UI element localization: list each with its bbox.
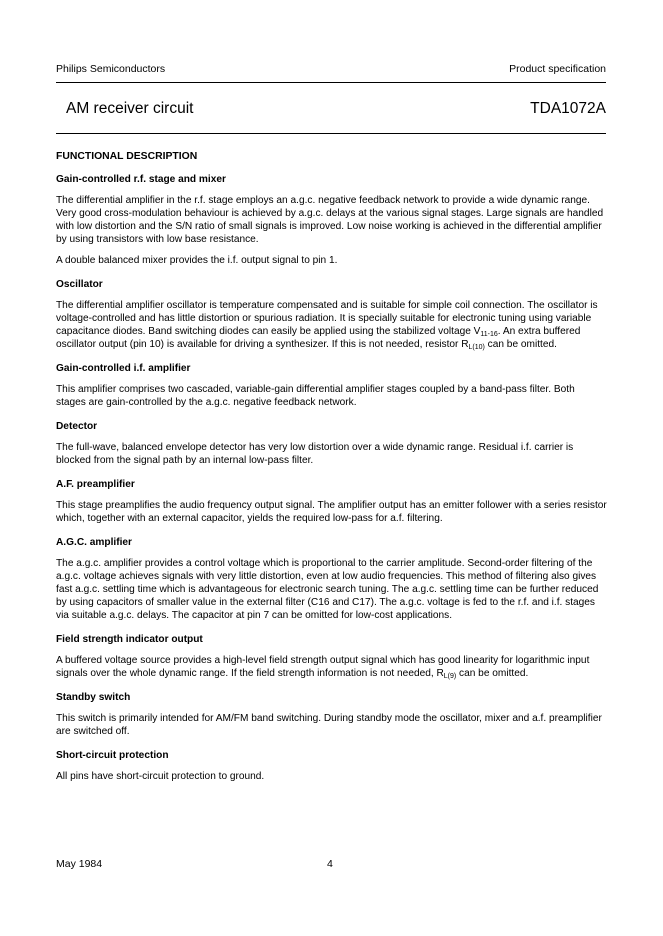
text-run: A buffered voltage source provides a high-level field strength output signal which has good linearity for logarithmic input signals over the whole dynamic range. If the field strength information is not needed, R: [56, 655, 590, 679]
section-short-circuit: [56, 749, 607, 783]
section-heading: A.G.C. amplifier: [56, 537, 132, 548]
paragraph: The full-wave, balanced envelope detector has very low distortion over a wide dynamic range. Residual i.f. carrier is blocked from the signal path by an internal low-pass filter.: [56, 442, 574, 466]
publication-date: May 1984: [56, 858, 103, 870]
section-agc-amplifier: [56, 536, 607, 622]
section-oscillator: [56, 278, 607, 351]
page-header: [56, 63, 606, 77]
paragraph: The a.g.c. amplifier provides a control voltage which is proportional to the carrier amplitude. Second-order filtering of the a.g.c. voltage achieves signals with very little distortion, even at low audio frequencies. This method of filtering also gives fast a.g.c. settling time which is advantageous for electronic search tuning. The a.g.c. settling time can be further reduced by using capacitors of smaller value in the external filter (C16 and C17). The a.g.c. voltage is fed to the r.f. and i.f. stages via suitable a.g.c. delays. The capacitor at pin 7 can be omitted for low-cost applications.: [56, 558, 599, 621]
page-number: 4: [327, 858, 333, 870]
section-heading: Standby switch: [56, 692, 131, 703]
paragraph: The differential amplifier in the r.f. stage employs an a.g.c. negative feedback network to provide a wide dynamic range. Very good cross-modulation behaviour is achieved by a.g.c. delays at the various signal stages. Large signals are handled with low distortion and the S/N ratio of small signals is improved. Low noise working is achieved in the differential amplifier by using transistors with low base resistance.: [56, 195, 604, 245]
section-heading: Detector: [56, 421, 98, 432]
subscript: L(10): [468, 344, 485, 351]
section-af-preamplifier: [56, 478, 607, 525]
document-type: Product specification: [509, 63, 606, 75]
section-detector: [56, 420, 607, 467]
section-rf-stage: [56, 173, 607, 267]
company-name: Philips Semiconductors: [56, 63, 166, 75]
section-heading: Oscillator: [56, 279, 103, 290]
paragraph: This stage preamplifies the audio frequency output signal. The amplifier output has an emitter follower with a series resistor which, together with an external capacitor, yields the required low-pass for a.f. filtering.: [56, 500, 607, 524]
section-heading: A.F. preamplifier: [56, 479, 135, 490]
subscript: L(9): [443, 673, 457, 680]
section-standby-switch: [56, 691, 607, 738]
paragraph: All pins have short-circuit protection to ground.: [56, 771, 265, 782]
text-run: The differential amplifier oscillator is temperature compensated and is suitable for simple coil connection. The oscillator is voltage-controlled and has little distortion or spurious radiation. It is specially suitable for electronic tuning using variable capacitance diodes. Band switching diodes can easily be applied using the stabilized voltage V: [56, 300, 598, 337]
page-footer: [56, 858, 607, 872]
paragraph: This switch is primarily intended for AM/FM band switching. During standby mode the oscillator, mixer and a.f. preamplifier are switched off.: [56, 713, 602, 737]
section-heading: Gain-controlled r.f. stage and mixer: [56, 174, 226, 185]
title-divider: [56, 133, 606, 134]
paragraph: [56, 654, 607, 680]
section-field-strength: [56, 633, 607, 680]
section-if-amplifier: [56, 362, 607, 409]
section-heading: Gain-controlled i.f. amplifier: [56, 363, 191, 374]
header-divider: [56, 82, 606, 83]
section-heading: Short-circuit protection: [56, 750, 169, 761]
paragraph: This amplifier comprises two cascaded, variable-gain differential amplifier stages coupled by a band-pass filter. Both stages are gain-controlled by the a.g.c. negative feedback network.: [56, 384, 575, 408]
subscript: 11-16: [480, 331, 498, 338]
section-heading: Field strength indicator output: [56, 634, 203, 645]
paragraph: A double balanced mixer provides the i.f. output signal to pin 1.: [56, 255, 338, 266]
document-body: [56, 150, 607, 794]
paragraph: [56, 299, 607, 351]
main-heading: FUNCTIONAL DESCRIPTION: [56, 151, 198, 162]
text-run: can be omitted.: [456, 668, 529, 679]
text-run: . An extra buffered oscillator output (pin 10) is available for driving a synthesizer. If this is not needed, resistor R: [56, 326, 581, 350]
document-title: AM receiver circuit: [66, 100, 194, 117]
title-bar: [56, 100, 606, 120]
text-run: can be omitted.: [484, 339, 557, 350]
part-number: TDA1072A: [530, 100, 606, 117]
